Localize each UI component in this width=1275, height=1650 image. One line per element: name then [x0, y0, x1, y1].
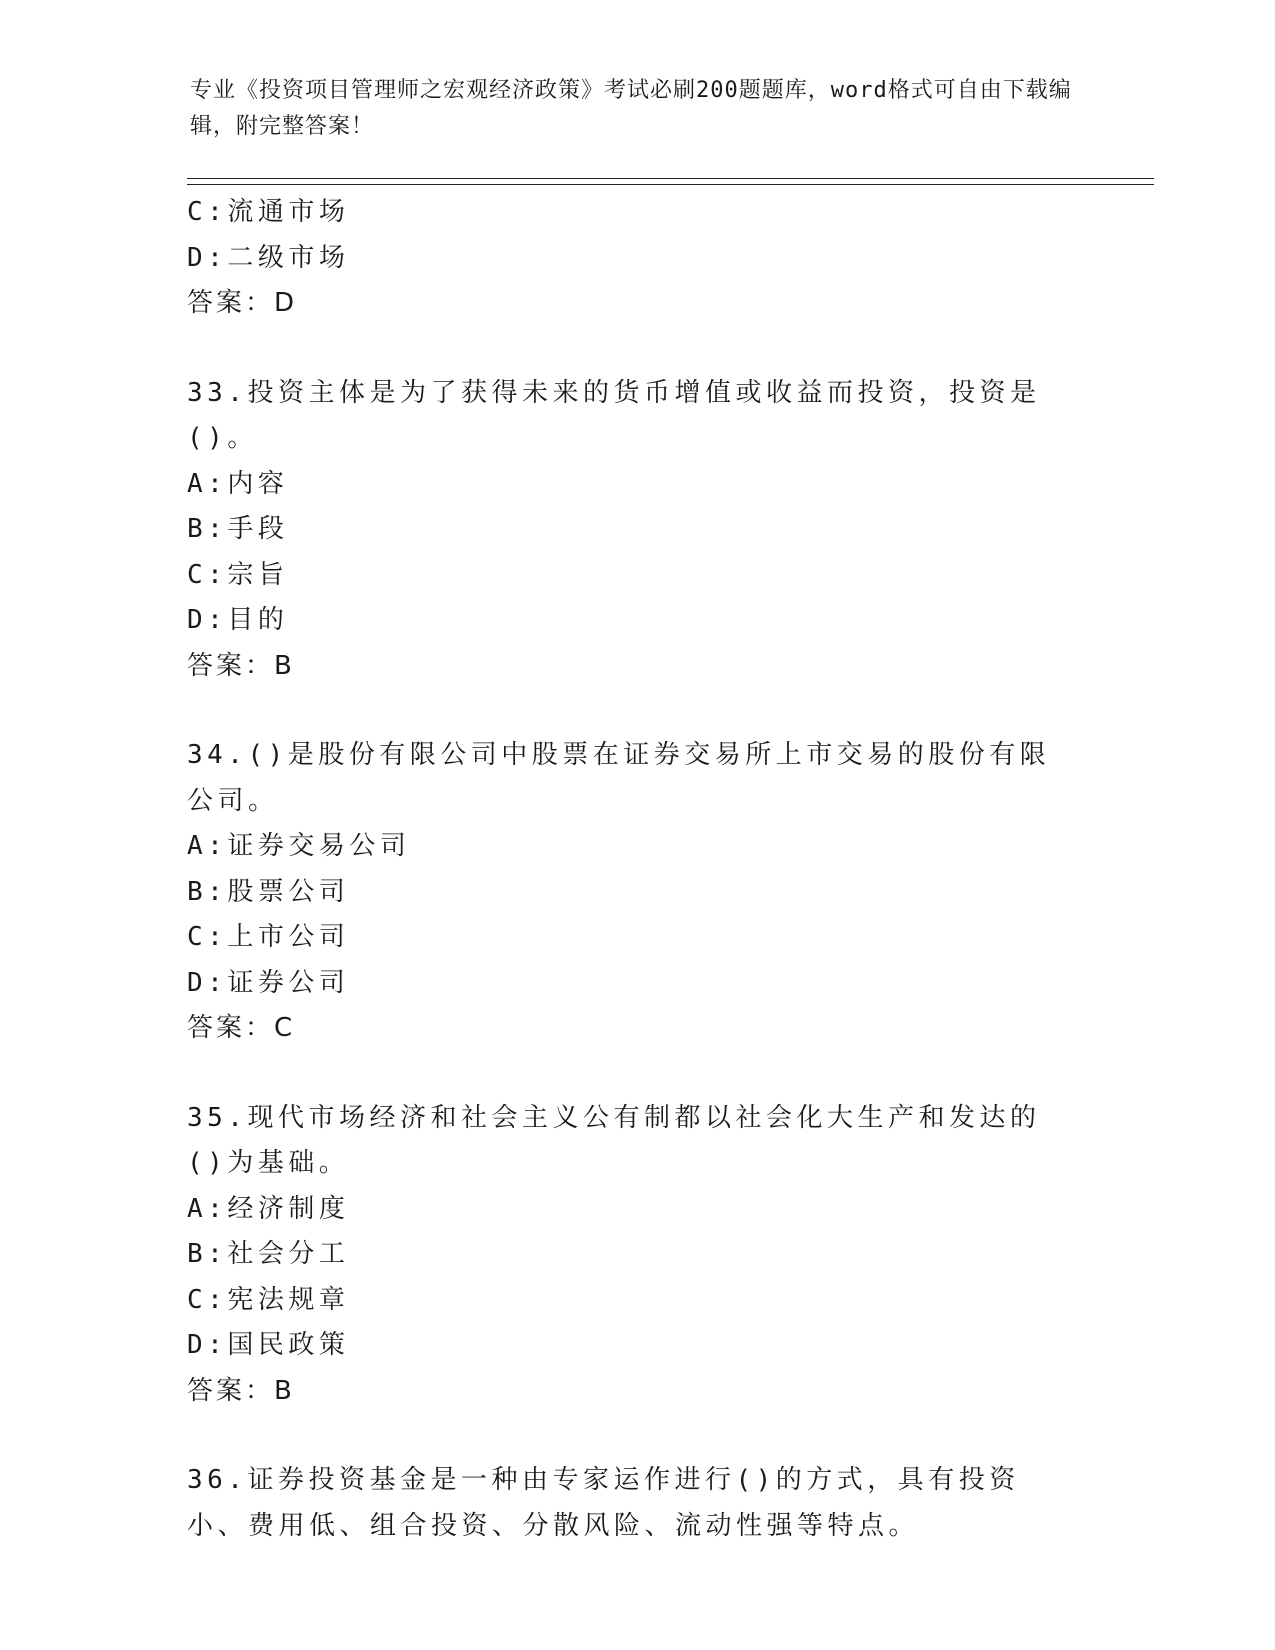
header-divider-top: [187, 178, 1154, 179]
option-text: 证券公司: [227, 967, 350, 998]
option-c: C:宗旨: [187, 559, 289, 590]
answer-line: 答案：B: [187, 650, 295, 681]
option-a: A:证券交易公司: [187, 831, 411, 861]
option-text: 经济制度: [227, 1193, 350, 1224]
option-text: 上市公司: [227, 922, 350, 952]
option-text: 国民政策: [227, 1330, 350, 1360]
option-text: 宪法规章: [227, 1284, 350, 1315]
answer-line: 答案：C: [187, 1013, 296, 1043]
document-header: 专业《投资项目管理师之宏观经济政策》考试必刷200题题库，word格式可自由下载编辑，附完整答案！: [190, 78, 1072, 139]
option-text: 目的: [227, 605, 289, 635]
answer-line: 答案：D: [187, 288, 298, 318]
question-content: [187, 190, 1087, 1549]
option-c: C:上市公司: [187, 922, 350, 952]
question-stem: 36.证券投资基金是一种由专家运作进行()的方式，具有投资小、费用低、组合投资、分散风险、流动性强等特点。: [187, 1465, 1020, 1541]
option-text: 流通市场: [227, 197, 350, 227]
option-b: B:社会分工: [187, 1239, 350, 1269]
option-a: A:经济制度: [187, 1193, 350, 1224]
option-d: D:国民政策: [187, 1330, 350, 1360]
option-c: C:流通市场: [187, 197, 350, 227]
option-b: B:手段: [187, 514, 289, 544]
option-text: 二级市场: [227, 242, 350, 273]
question-stem: 34.()是股份有限公司中股票在证券交易所上市交易的股份有限公司。: [187, 740, 1051, 816]
option-text: 宗旨: [227, 559, 289, 590]
option-c: C:宪法规章: [187, 1284, 350, 1315]
option-a: A:内容: [187, 468, 289, 499]
option-d: D:证券公司: [187, 967, 350, 998]
answer-line: 答案：B: [187, 1375, 295, 1406]
option-text: 内容: [227, 468, 289, 499]
option-text: 手段: [227, 514, 289, 544]
question-stem: 35.现代市场经济和社会主义公有制都以社会化大生产和发达的()为基础。: [187, 1102, 1041, 1178]
option-b: B:股票公司: [187, 876, 350, 907]
option-text: 证券交易公司: [227, 831, 411, 861]
option-text: 股票公司: [227, 876, 350, 907]
question-stem: 33.投资主体是为了获得未来的货币增值或收益而投资，投资是()。: [187, 377, 1041, 453]
option-text: 社会分工: [227, 1239, 350, 1269]
option-d: D:目的: [187, 605, 289, 635]
option-d: D:二级市场: [187, 242, 350, 273]
header-divider-bottom: [187, 184, 1154, 185]
